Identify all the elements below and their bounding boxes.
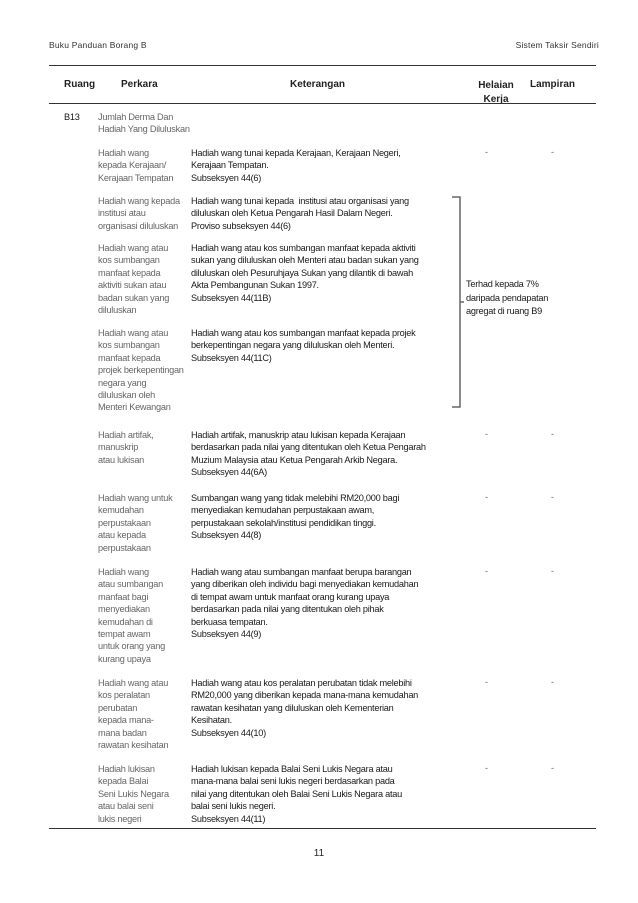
lampiran-value: - <box>551 492 554 502</box>
lampiran-value: - <box>551 763 554 773</box>
keterangan-oku: Hadiah wang atau sumbangan manfaat berupa barangan yang diberikan oleh individu bagi menyediakan kemudahan di tempat awam untuk manfaat orang kurang upaya berdasarkan pada nilai yang ditentukan oleh pihak berkuasa tempatan. Subseksyen 44(9) <box>191 567 419 640</box>
bracket-marker <box>450 195 464 410</box>
perkara-perubatan: Hadiah wang atau kos peralatan perubatan kepada mana- mana badan rawatan kesihatan <box>98 678 169 751</box>
ruang-code: B13 <box>64 112 80 122</box>
perkara-projek-negara: Hadiah wang atau kos sumbangan manfaat kepada projek berkepentingan negara yang diluluskan oleh Menteri Kewangan <box>98 328 184 413</box>
perkara-sukan: Hadiah wang atau kos sumbangan manfaat kepada aktiviti sukan atau badan sukan yang diluluskan <box>98 243 170 316</box>
lampiran-value: - <box>551 566 554 576</box>
perkara-perpustakaan: Hadiah wang untuk kemudahan perpustakaan atau kepada perpustakaan <box>98 493 173 553</box>
lampiran-value: - <box>551 677 554 687</box>
keterangan-sukan: Hadiah wang atau kos sumbangan manfaat kepada aktiviti sukan yang diluluskan oleh Menteri atau badan sukan yang diluluskan oleh Pesuruhjaya Sukan yang dilantik di bawah Akta Pembangunan Sukan 1997. Subseksyen 44(11B) <box>191 243 419 303</box>
column-header-helaian-kerja: Helaian Kerja <box>478 80 514 105</box>
document-header-section: Sistem Taksir Sendiri <box>515 40 599 50</box>
table-bottom-rule <box>49 828 596 829</box>
keterangan-perpustakaan: Sumbangan wang yang tidak melebihi RM20,000 bagi menyediakan kemudahan perpustakaan awam, perpustakaan sekolah/institusi pendidikan tinggi. Subseksyen 44(8) <box>191 493 400 541</box>
section-title: Jumlah Derma Dan Hadiah Yang Diluluskan <box>98 112 190 135</box>
helaian-value: - <box>485 492 488 502</box>
keterangan-hadiah-kerajaan: Hadiah wang tunai kepada Kerajaan, Kerajaan Negeri, Kerajaan Tempatan. Subseksyen 44(6) <box>191 148 401 183</box>
column-header-perkara: Perkara <box>121 79 158 90</box>
column-header-keterangan: Keterangan <box>290 79 346 90</box>
helaian-value: - <box>485 429 488 439</box>
lampiran-value: - <box>551 429 554 439</box>
keterangan-artifak: Hadiah artifak, manuskrip atau lukisan kepada Kerajaan berdasarkan pada nilai yang ditentukan oleh Ketua Pengarah Muzium Malaysia atau Ketua Pengarah Arkib Negara. Subseksyen 44(6A) <box>191 430 426 478</box>
perkara-institusi: Hadiah wang kepada institusi atau organisasi diluluskan <box>98 196 180 231</box>
keterangan-perubatan: Hadiah wang atau kos peralatan perubatan tidak melebihi RM20,000 yang diberikan kepada mana-mana kemudahan rawatan kesihatan yang diluluskan oleh Kementerian Kesihatan. Subseksyen 44(10) <box>191 678 419 738</box>
perkara-artifak: Hadiah artifak, manuskrip atau lukisan <box>98 430 154 465</box>
column-header-lampiran: Lampiran <box>530 79 576 90</box>
perkara-oku: Hadiah wang atau sumbangan manfaat bagi menyediakan kemudahan di tempat awam untuk orang yang kurang upaya <box>98 567 166 664</box>
helaian-value: - <box>485 566 488 576</box>
column-header-ruang: Ruang <box>64 79 96 90</box>
document-header-title: Buku Panduan Borang B <box>49 40 147 50</box>
lampiran-value: - <box>551 147 554 157</box>
helaian-value: - <box>485 677 488 687</box>
perkara-lukisan: Hadiah lukisan kepada Balai Seni Lukis Negara atau balai seni lukis negeri <box>98 764 169 824</box>
helaian-value: - <box>485 147 488 157</box>
helaian-value: - <box>485 763 488 773</box>
keterangan-institusi: Hadiah wang tunai kepada institusi atau organisasi yang diluluskan oleh Ketua Pengarah Hasil Dalam Negeri. Proviso subseksyen 44(6) <box>191 196 409 231</box>
page-number: 11 <box>313 848 325 859</box>
limit-note: Terhad kepada 7% daripada pendapatan agregat di ruang B9 <box>466 279 549 316</box>
perkara-hadiah-kerajaan: Hadiah wang kepada Kerajaan/ Kerajaan Tempatan <box>98 148 174 183</box>
keterangan-projek-negara: Hadiah wang atau kos sumbangan manfaat kepada projek berkepentingan negara yang diluluskan oleh Menteri. Subseksyen 44(11C) <box>191 328 416 363</box>
table-top-rule <box>49 65 596 66</box>
table-header-rule <box>49 103 596 104</box>
keterangan-lukisan: Hadiah lukisan kepada Balai Seni Lukis Negara atau mana-mana balai seni lukis negeri berdasarkan pada nilai yang ditentukan oleh Balai Seni Lukis Negara atau balai seni lukis negeri. Subseksyen 44(11) <box>191 764 402 824</box>
